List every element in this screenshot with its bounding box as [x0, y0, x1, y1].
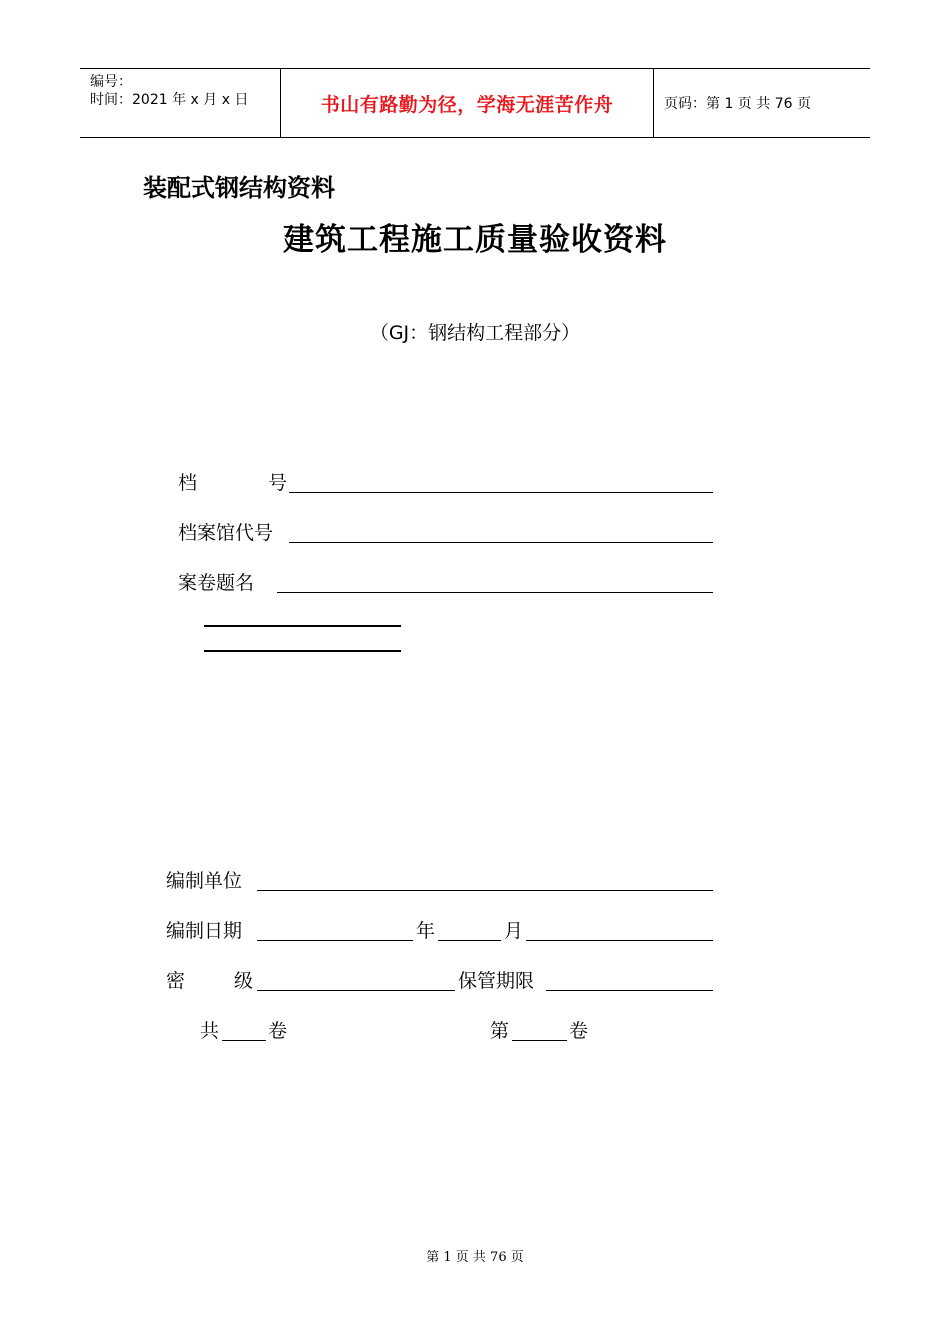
header-meta-cell: [80, 69, 281, 137]
page-footer: 第 1 页 共 76 页: [426, 1250, 524, 1265]
total-volumes-line[interactable]: [222, 1040, 266, 1041]
time-label: 时间：2021 年 x 月 x 日: [90, 92, 249, 108]
retention-label: 保管期限: [458, 970, 535, 992]
retention-line[interactable]: [546, 990, 713, 991]
archive-no-line[interactable]: [289, 492, 713, 493]
page-subtitle: （GJ：钢结构工程部分）: [369, 322, 581, 344]
secret-level-line[interactable]: [257, 990, 455, 991]
archive-no-label-b: 号: [268, 472, 288, 494]
number-label: 编号：: [90, 74, 132, 90]
volume-title-label: 案卷题名: [178, 572, 255, 594]
volume-title-extra-line-1[interactable]: [204, 625, 401, 627]
secret-label-b: 级: [234, 970, 254, 992]
volume-title-line[interactable]: [277, 592, 713, 593]
header-page-cell: [654, 69, 870, 137]
page-code: 页码：第 1 页 共 76 页: [664, 96, 811, 112]
compiler-line[interactable]: [257, 890, 713, 891]
secret-label-a: 密: [166, 970, 186, 992]
volume-title-extra-line-2[interactable]: [204, 650, 401, 652]
date-label: 编制日期: [166, 920, 243, 942]
month-label: 月: [501, 918, 526, 944]
nth-label-a: 第: [490, 1020, 510, 1042]
archive-code-label: 档案馆代号: [178, 522, 274, 544]
nth-label-b: 卷: [569, 1020, 589, 1042]
year-label: 年: [413, 918, 438, 944]
header-motto-cell: [281, 69, 654, 137]
nth-volume-line[interactable]: [512, 1040, 567, 1041]
total-label-b: 卷: [268, 1020, 288, 1042]
document-subject: 装配式钢结构资料: [143, 174, 335, 202]
page-title: 建筑工程施工质量验收资料: [283, 222, 667, 258]
date-line[interactable]: [257, 940, 713, 941]
archive-code-line[interactable]: [289, 542, 713, 543]
compiler-label: 编制单位: [166, 870, 243, 892]
document-header: [80, 68, 870, 138]
motto-text: 书山有路勤为径，学海无涯苦作舟: [320, 93, 614, 116]
total-label-a: 共: [200, 1020, 220, 1042]
archive-no-label-a: 档: [178, 472, 198, 494]
